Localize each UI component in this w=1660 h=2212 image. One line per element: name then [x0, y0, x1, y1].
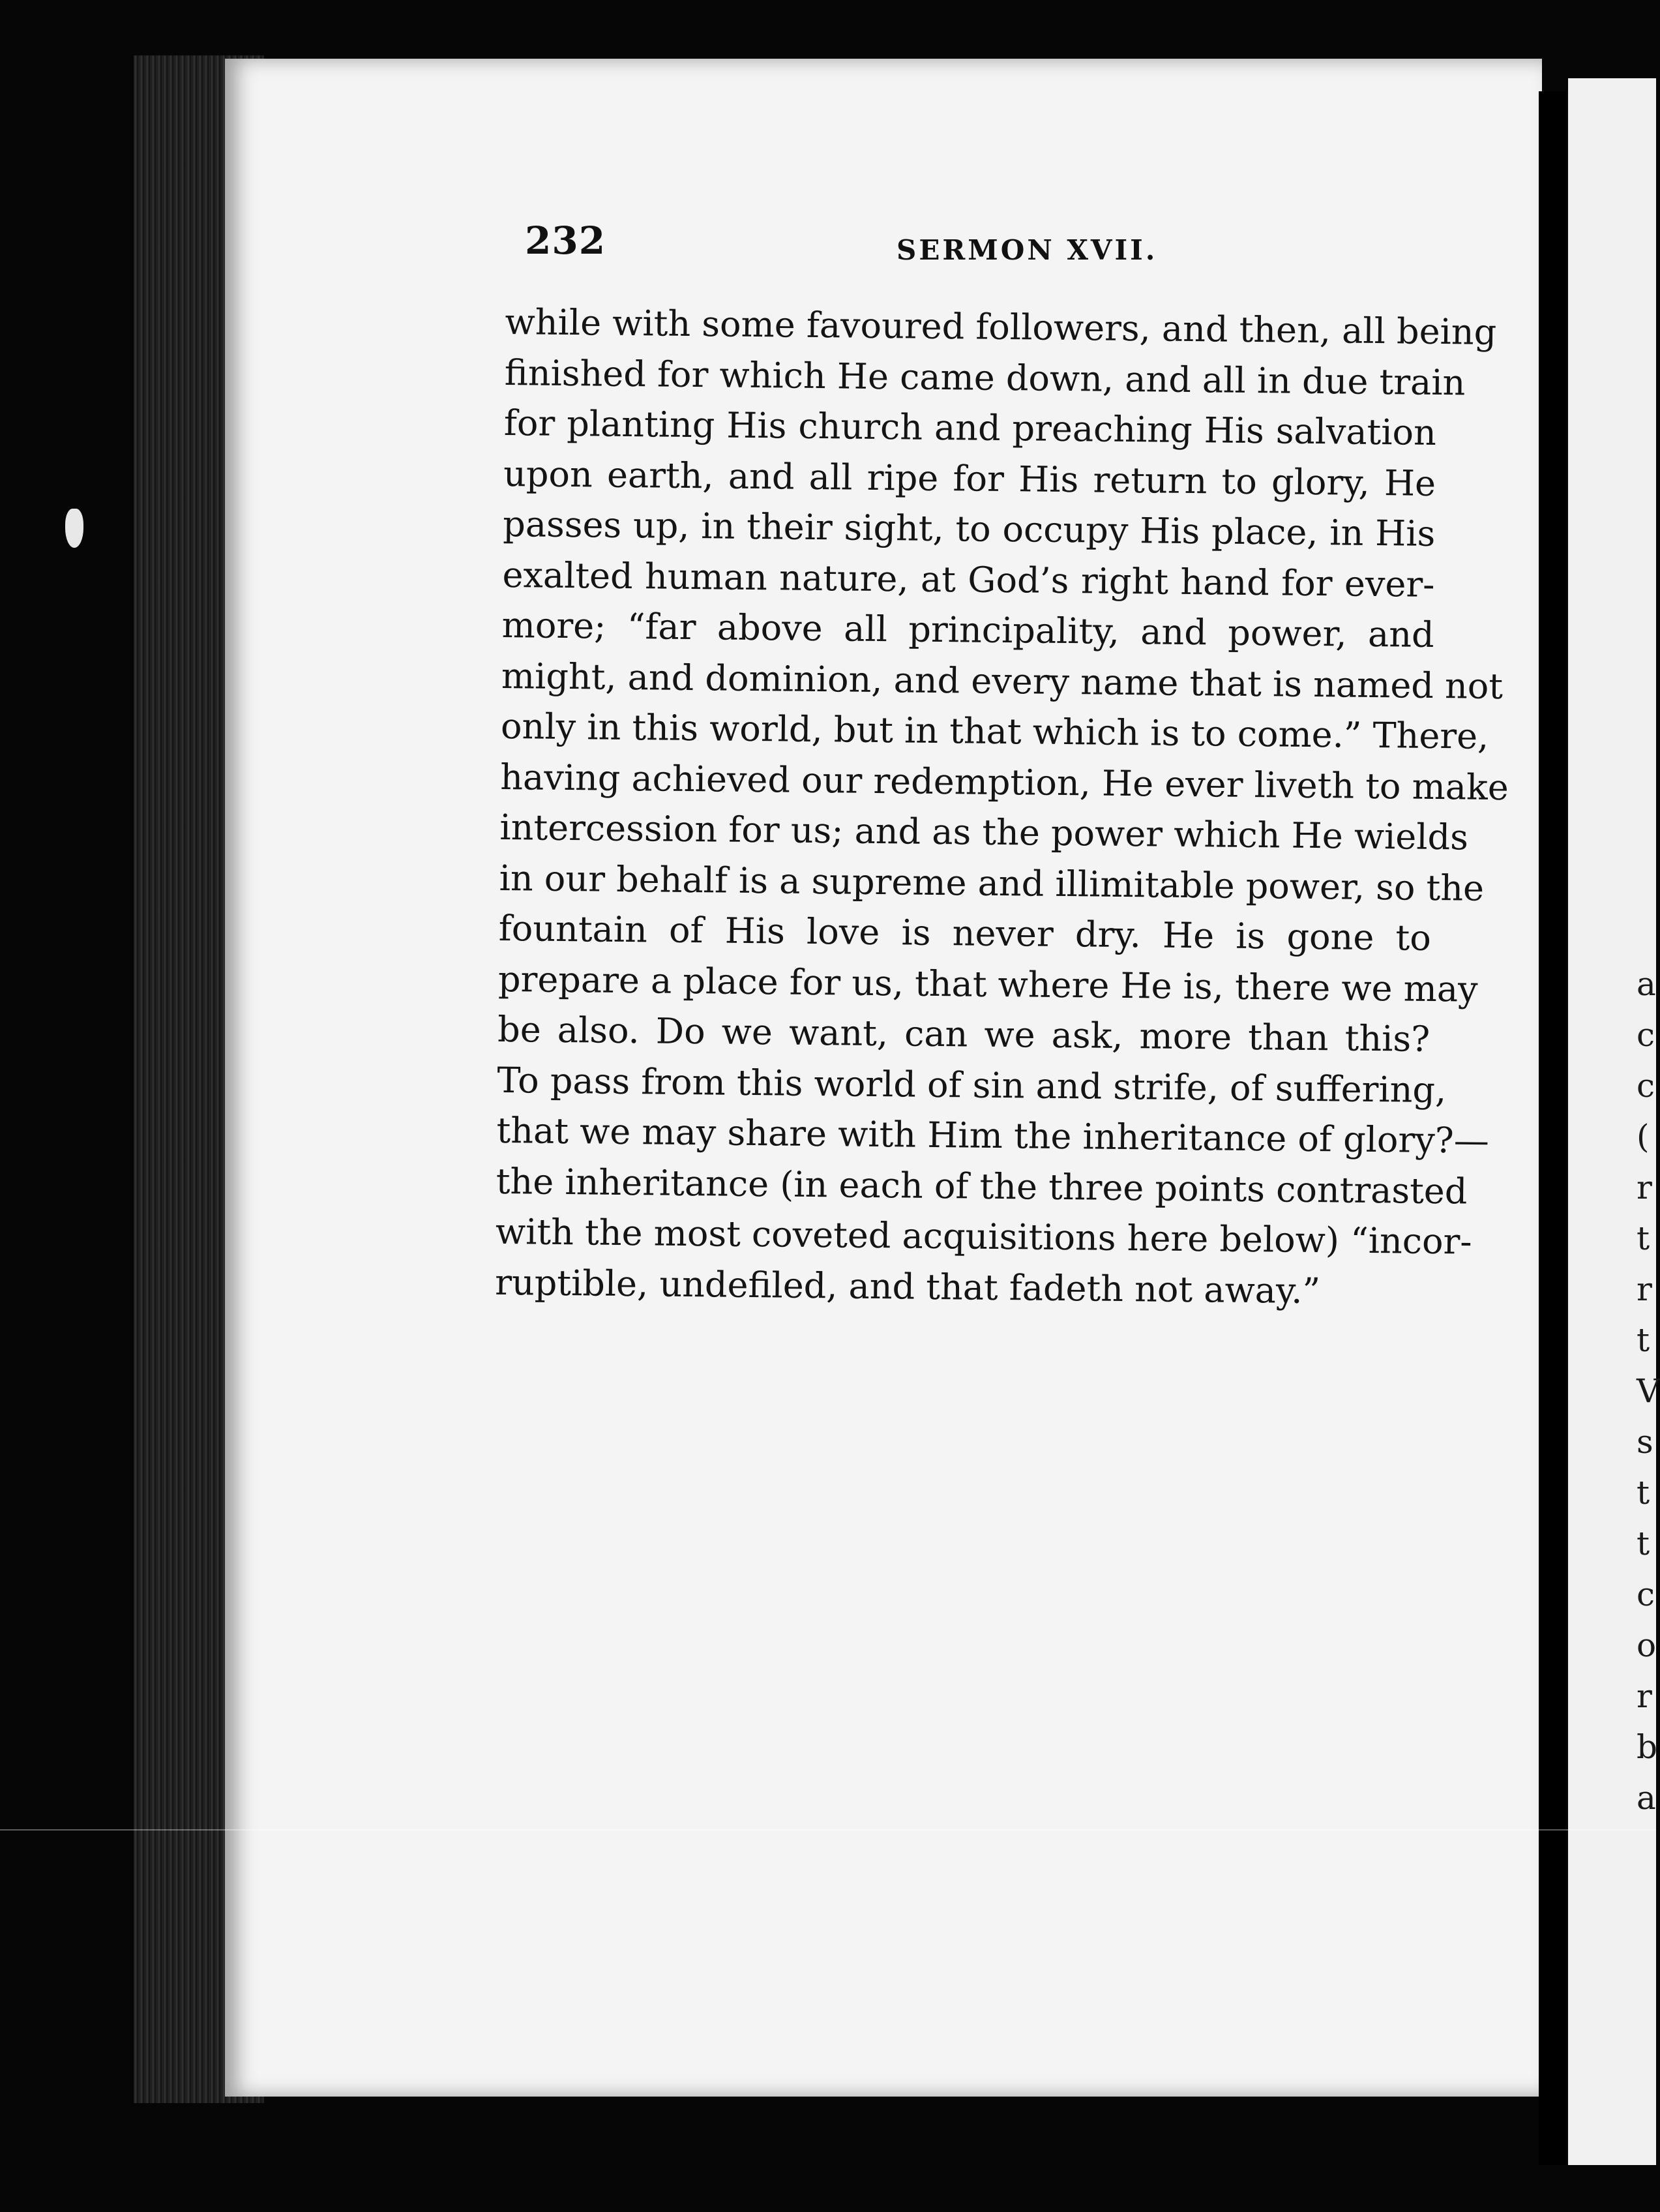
- body-text: [494, 297, 1509, 1317]
- text-line: passes up, in their sight, to occupy His place, in His: [503, 503, 1436, 554]
- text-line: exalted human nature, at God’s right hand for ever-: [502, 554, 1435, 605]
- text-line: might, and dominion, and every name that is named not: [501, 655, 1504, 707]
- facing-letter: r: [1637, 1270, 1652, 1308]
- text-line: To pass from this world of sin and strife, of suffering,: [497, 1059, 1447, 1111]
- facing-letter: t: [1637, 1525, 1650, 1562]
- text-line: the inheritance (in each of the three points contrasted: [496, 1160, 1468, 1212]
- facing-letter: r: [1637, 1677, 1652, 1715]
- facing-letter: c: [1637, 1016, 1655, 1054]
- facing-letter: o: [1637, 1626, 1657, 1664]
- running-head: SERMON XVII.: [897, 234, 1158, 266]
- text-line: upon earth, and all ripe for His return to glory, He: [503, 453, 1436, 504]
- facing-letter: t: [1637, 1474, 1650, 1512]
- facing-letter: V: [1637, 1372, 1660, 1410]
- facing-letter: a: [1637, 1779, 1656, 1817]
- text-line: for planting His church and preaching His salvation: [503, 402, 1437, 453]
- scan-artifact-line: [0, 1829, 1656, 1831]
- text-line: intercession for us; and as the power which He wields: [499, 806, 1469, 858]
- book-gutter: [1539, 91, 1566, 2165]
- facing-page-letters: [1637, 959, 1660, 1823]
- page-number: 232: [525, 218, 606, 263]
- facing-letter: t: [1637, 1321, 1650, 1359]
- text-line: with the most coveted acquisitions here below) “incor-: [495, 1210, 1472, 1263]
- facing-letter: c: [1637, 1067, 1655, 1105]
- facing-letter: r: [1637, 1169, 1652, 1206]
- text-line: ruptible, undefiled, and that fadeth not away.”: [494, 1261, 1321, 1311]
- text-line: fountain of His love is never dry. He is gone to: [498, 907, 1432, 959]
- text-line: finished for which He came down, and all in due train: [504, 351, 1466, 403]
- text-line: while with some favoured followers, and then, all being: [505, 301, 1497, 353]
- facing-letter: a: [1637, 965, 1656, 1003]
- facing-letter: b: [1637, 1728, 1658, 1766]
- text-line: in our behalf is a supreme and illimitable power, so the: [499, 857, 1485, 909]
- text-line: having achieved our redemption, He ever liveth to make: [499, 756, 1509, 808]
- text-line: prepare a place for us, that where He is, there we may: [497, 958, 1478, 1010]
- text-line: only in this world, but in that which is to come.” There,: [500, 705, 1489, 757]
- facing-letter: c: [1637, 1576, 1655, 1613]
- text-line: that we may share with Him the inheritance of glory?—: [496, 1109, 1490, 1161]
- text-line: more; “far above all principality, and power, and: [501, 604, 1434, 655]
- paper-blot: [65, 509, 83, 548]
- page-header: [525, 218, 1438, 277]
- facing-letter: s: [1637, 1423, 1653, 1461]
- facing-letter: t: [1637, 1219, 1650, 1257]
- text-line: be also. Do we want, can we ask, more than this?: [497, 1008, 1430, 1060]
- facing-letter: (: [1637, 1118, 1650, 1156]
